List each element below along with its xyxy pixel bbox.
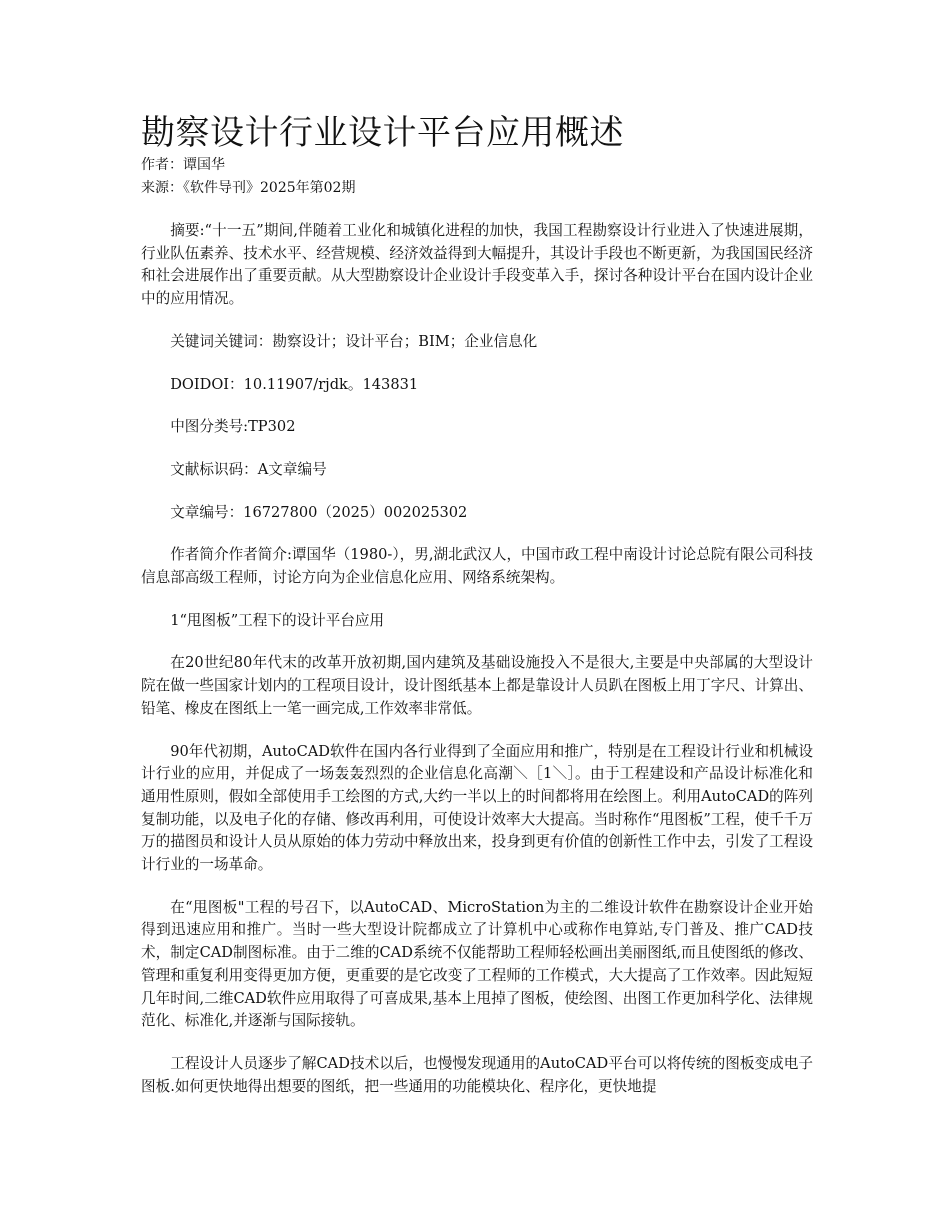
body-paragraph: 在20世纪80年代末的改革开放初期,国内建筑及基础设施投入不是很大,主要是中央部属的大型设计院在做一些国家计划内的工程项目设计，设计图纸基本上都是靠设计人员趴在图板上用丁字尺、计算出、铅笔、橡皮在图纸上一笔一画完成,工作效率非常低。 — [141, 654, 813, 717]
article-meta — [141, 154, 813, 200]
body-paragraph: 90年代初期，AutoCAD软件在国内各行业得到了全面应用和推广，特别是在工程设计行业和机械设计行业的应用，并促成了一场轰轰烈烈的企业信息化高潮＼［1＼］。由于工程建设和产品设计标准化和通用性原则，假如全部使用手工绘图的方式,大约一半以上的时间都将用在绘图上。利用AutoCAD的阵列复制功能，以及电子化的存储、修改再利用，可使设计效率大大提高。当时称作“甩图板”工程，使千千万万的描图员和设计人员从原始的体力劳动中释放出来，投身到更有价值的创新性工作中去，引发了工程设计行业的一场革命。 — [141, 742, 813, 874]
article-author: 作者：谭国华 — [141, 157, 225, 173]
article-title: 勘察设计行业设计平台应用概述 — [141, 113, 624, 153]
body-paragraph: 在“甩图板"工程的号召下，以AutoCAD、MicroStation为主的二维设计软件在勘察设计企业开始得到迅速应用和推广。当时一些大型设计院都成立了计算机中心或称作电算站,专门普及、推广CAD技术，制定CAD制图标准。由于二维的CAD系统不仅能帮助工程师轻松画出美丽图纸,而且使图纸的修改、管理和重复利用变得更加方便，更重要的是它改变了工程师的工作模式，大大提高了工作效率。因此短短几年时间,二维CAD软件应用取得了可喜成果,基本上甩掉了图板，使绘图、出图工作更加科学化、法律规范化、标准化,并逐渐与国际接轨。 — [141, 898, 813, 1030]
doi-paragraph: DOIDOI：10.11907/rjdk。143831 — [170, 375, 419, 393]
article-number-paragraph: 文章编号：16727800（2025）002025302 — [170, 503, 468, 521]
article-source: 来源：《软件导刊》2025年第02期 — [141, 180, 356, 196]
author-bio-paragraph: 作者简介作者简介:谭国华（1980-），男,湖北武汉人，中国市政工程中南设计讨论总院有限公司科技信息部高级工程师，讨论方向为企业信息化应用、网络系统架构。 — [141, 546, 813, 587]
body-paragraph: 工程设计人员逐步了解CAD技术以后，也慢慢发现通用的AutoCAD平台可以将传统的图板变成电子图板.如何更快地得出想要的图纸，把一些通用的功能模块化、程序化，更快地提 — [141, 1054, 813, 1095]
keywords-paragraph: 关键词关键词：勘察设计；设计平台；BIM；企业信息化 — [170, 332, 538, 350]
classification-paragraph: 中图分类号:TP302 — [170, 418, 296, 436]
document-page — [141, 112, 813, 1118]
section-heading: 1“甩图板”工程下的设计平台应用 — [170, 611, 385, 629]
document-code-paragraph: 文献标识码：A文章编号 — [170, 460, 327, 478]
abstract-paragraph: 摘要:“十一五”期间,伴随着工业化和城镇化进程的加快，我国工程勘察设计行业进入了快速进展期，行业队伍素养、技术水平、经营规模、经济效益得到大幅提升，其设计手段也不断更新，为我国国民经济和社会进展作出了重要贡献。从大型勘察设计企业设计手段变革入手，探讨各种设计平台在国内设计企业中的应用情况。 — [141, 222, 813, 308]
